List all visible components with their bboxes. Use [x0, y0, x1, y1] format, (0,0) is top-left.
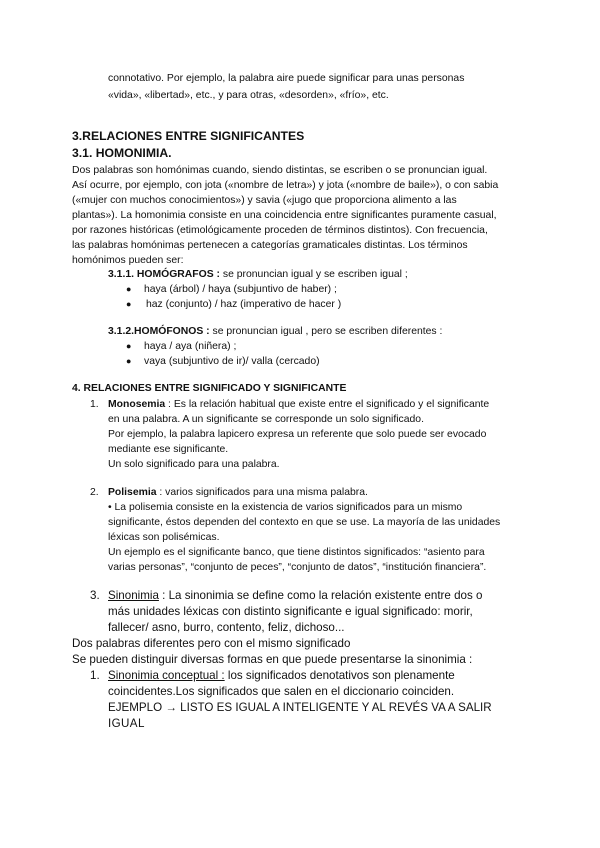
homografos-line: [108, 268, 408, 281]
list-number-2: 2.: [90, 487, 99, 498]
polisemia-line-5: Un ejemplo es el significante banco, que tiene distintos significados: “asiento para: [108, 547, 485, 558]
monosemia-line-1: Monosemia : Es la relación habitual que existe entre el significado y el significante: [108, 399, 490, 410]
sinonimia-line-2: más unidades léxicas con distinto significante e igual significado: morir,: [108, 605, 473, 618]
s3-para-line-2: Así ocurre, por ejemplo, con jota («nombre de letra») y jota («nombre de baile»), o con sabia: [72, 180, 499, 191]
sinonimia-term: Sinonimia: [108, 589, 159, 602]
bullet-icon: ●: [126, 356, 132, 366]
homofonos-item-2: vaya (subjuntivo de ir)/ valla (cercado): [144, 356, 320, 367]
sinonimia-line-1: Sinonimia : La sinonimia se define como la relación existente entre dos o: [108, 589, 483, 602]
conceptual-line-1: Sinonimia conceptual : los significados denotativos son plenamente: [108, 669, 455, 682]
s3-para-line-6: las palabras homónimas pertenecen a categorías gramaticales distintas. Los términos: [72, 240, 468, 251]
conceptual-line-4: IGUAL: [108, 717, 145, 730]
monosemia-line-5: Un solo significado para una palabra.: [108, 459, 280, 470]
homografos-label: 3.1.1. HOMÓGRAFOS :: [108, 269, 223, 280]
polisemia-line-2: • La polisemia consiste en la existencia de varios significados para un mismo: [108, 502, 463, 513]
sinonimia-note-1: Dos palabras diferentes pero con el mismo significado: [72, 637, 351, 650]
polisemia-term: Polisemia: [108, 487, 157, 498]
homografos-text: se pronuncian igual y se escriben igual ;: [222, 269, 408, 280]
homofonos-text: se pronuncian igual , pero se escriben diferentes :: [212, 326, 443, 337]
homografos-item-2: haz (conjunto) / haz (imperativo de hacer ): [146, 299, 342, 310]
conceptual-line-2: coincidentes.Los significados que salen en el diccionario coinciden.: [108, 685, 455, 698]
sub-list-number-1: 1.: [90, 669, 100, 682]
monosemia-line-3: Por ejemplo, la palabra lapicero expresa un referente que solo puede ser evocado: [108, 429, 487, 440]
intro-line-2: «vida», «libertad», etc., y para otras, «desorden», «frío», etc.: [108, 90, 389, 101]
s3-para-line-1: Dos palabras son homónimas cuando, siendo distintas, se escriben o se pronuncian igual.: [72, 165, 488, 176]
bullet-icon: ●: [126, 299, 132, 309]
homofonos-item-1: haya / aya (niñera) ;: [144, 341, 237, 352]
monosemia-line-2: en una palabra. A un significante se corresponde un solo significado.: [108, 414, 424, 425]
list-number-3: 3.: [90, 589, 100, 602]
intro-line-1: connotativo. Por ejemplo, la palabra aire puede significar para unas personas: [108, 73, 465, 84]
s3-para-line-7: homónimos pueden ser:: [72, 255, 184, 266]
section-4-heading: 4. RELACIONES ENTRE SIGNIFICADO Y SIGNIFICANTE: [72, 383, 347, 394]
homofonos-line: [108, 325, 442, 338]
conceptual-line-3: EJEMPLO → LISTO ES IGUAL A INTELIGENTE Y AL REVÉS VA A SALIR: [108, 701, 492, 714]
conceptual-term: Sinonimia conceptual :: [108, 669, 225, 682]
polisemia-line-4: léxicas son polisémicas.: [108, 532, 220, 543]
sinonimia-line-3: fallecer/ asno, burro, contento, feliz, dichoso...: [108, 621, 345, 634]
bullet-icon: ●: [126, 284, 132, 294]
s3-para-line-4: plantas»). La homonimia consiste en una coincidencia entre significantes puramente casual,: [72, 210, 497, 221]
s3-para-line-3: («mujer con muchos conocimientos») y savia («jugo que proporciona alimento a las: [72, 195, 457, 206]
section-3-1-heading: 3.1. HOMONIMIA.: [72, 146, 172, 160]
s3-para-line-5: por razones históricas (etimológicamente proceden de términos distintos). Con frecuencia,: [72, 225, 488, 236]
monosemia-term: Monosemia: [108, 399, 166, 410]
polisemia-line-3: significante, éstos dependen del contexto en que se use. La mayoría de las unidades: [108, 517, 501, 528]
sinonimia-note-2: Se pueden distinguir diversas formas en que puede presentarse la sinonimia :: [72, 653, 473, 666]
section-3-heading: 3.RELACIONES ENTRE SIGNIFICANTES: [72, 129, 305, 143]
polisemia-line-6: varias personas”, “conjunto de peces”, “conjunto de datos”, “institución financiera”.: [108, 562, 487, 573]
monosemia-line-4: mediante ese significante.: [108, 444, 229, 455]
polisemia-line-1: Polisemia : varios significados para una misma palabra.: [108, 487, 368, 498]
bullet-icon: ●: [126, 341, 132, 351]
list-number-1: 1.: [90, 399, 99, 410]
homografos-item-1: haya (árbol) / haya (subjuntivo de haber) ;: [144, 284, 337, 295]
homofonos-label: 3.1.2.HOMÓFONOS :: [108, 326, 213, 337]
